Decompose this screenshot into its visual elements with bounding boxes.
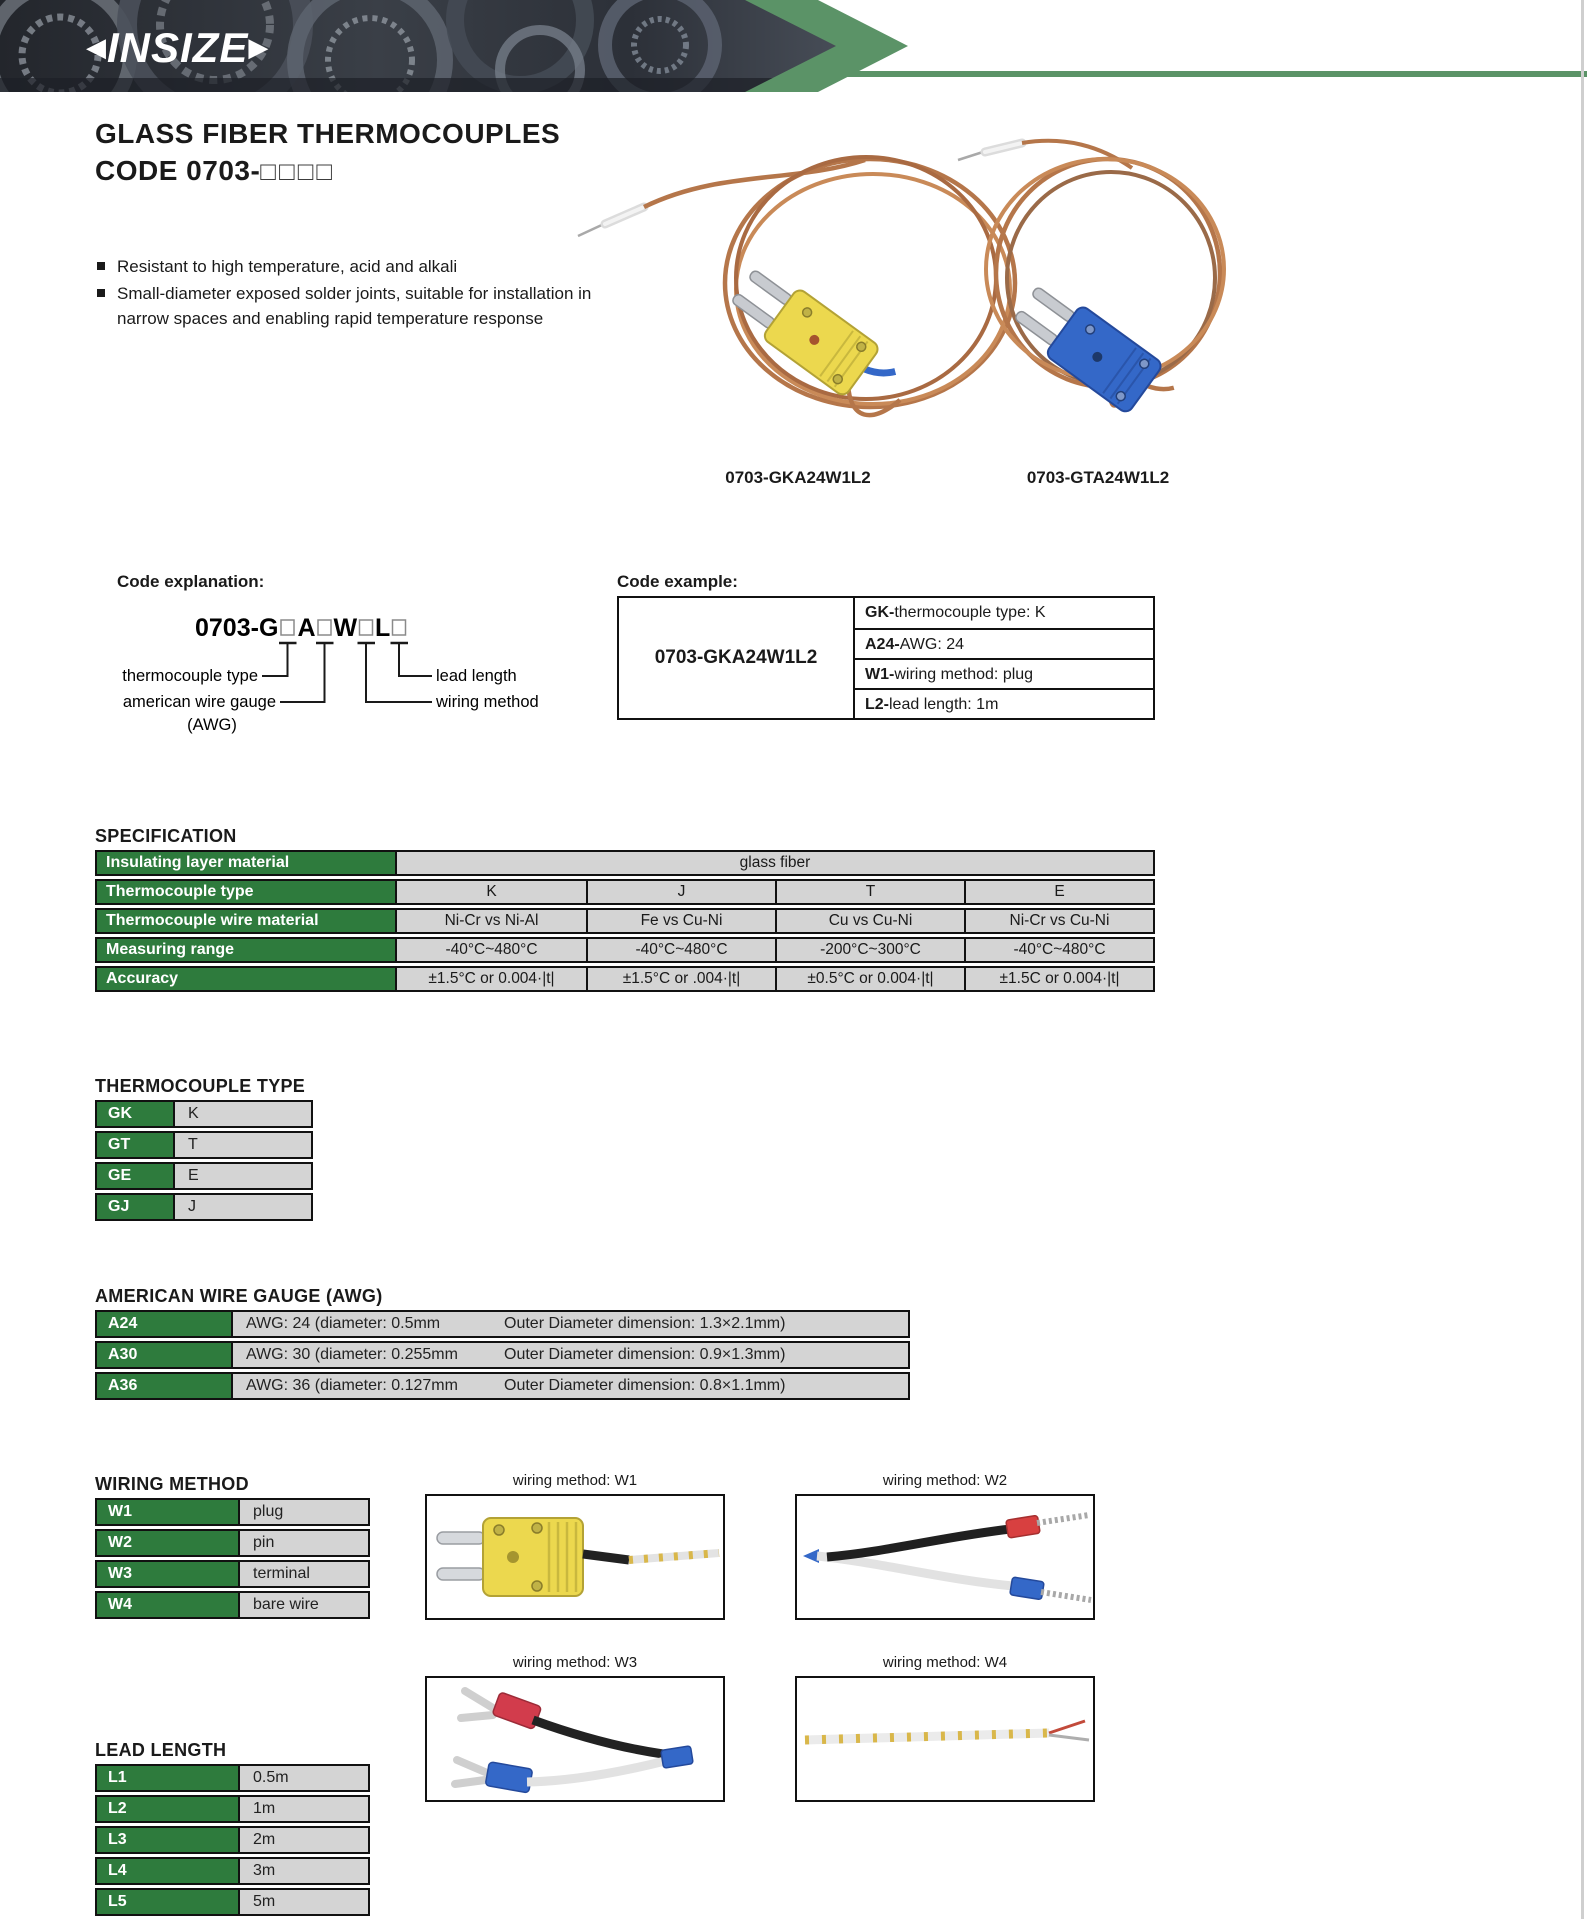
code-cell: W1 <box>95 1498 240 1526</box>
table-row <box>95 1795 370 1823</box>
code-cell: GE <box>95 1162 175 1190</box>
cell: -40°C~480°C <box>397 939 586 961</box>
code-example-code: 0703-GKA24W1L2 <box>619 598 855 718</box>
page-title-line2 <box>95 155 335 187</box>
cell: Fe vs Cu-Ni <box>586 910 775 932</box>
code-cell: A30 <box>95 1341 233 1369</box>
logo-text: INSIZE <box>107 24 249 71</box>
cell: ±1.5°C or 0.004·|t| <box>397 968 586 990</box>
code-example-heading: Code example: <box>617 572 738 591</box>
awg-diameter: AWG: 24 (diameter: 0.5mm <box>246 1315 441 1332</box>
page-edge <box>1581 0 1584 1919</box>
awg-diameter: AWG: 30 (diameter: 0.255mm <box>246 1346 458 1363</box>
label-awg: american wire gauge <box>122 693 276 711</box>
wiring-caption-w1: wiring method: W1 <box>512 1472 638 1489</box>
code-box-icon <box>393 620 406 635</box>
value-cell: E <box>175 1162 313 1190</box>
code-cell: W3 <box>95 1560 240 1588</box>
table-row <box>95 1857 370 1885</box>
wiring-image-w4 <box>795 1676 1095 1802</box>
wiring-method-table <box>95 1498 370 1622</box>
value-cell: K <box>175 1100 313 1128</box>
awg-heading: AMERICAN WIRE GAUGE (AWG) <box>95 1286 383 1306</box>
table-row <box>95 1100 313 1128</box>
code-cell: L5 <box>95 1888 240 1916</box>
code-placeholder-boxes: □□□□ <box>260 156 336 186</box>
awg-diameter: AWG: 36 (diameter: 0.127mm <box>246 1377 458 1394</box>
pin-photo <box>797 1496 1093 1618</box>
table-row <box>95 1341 910 1369</box>
value-cell: 3m <box>240 1857 370 1885</box>
cell: K <box>397 881 586 903</box>
code-box-icon <box>360 620 373 635</box>
page-title-line1: GLASS FIBER THERMOCOUPLES <box>95 118 561 149</box>
cell: -200°C~300°C <box>775 939 964 961</box>
table-row <box>95 1131 313 1159</box>
table-row <box>95 937 1155 963</box>
product-photos <box>560 128 1300 468</box>
cell: T <box>775 881 964 903</box>
code-seg-1: 0703-G <box>195 614 279 642</box>
value-cell: T <box>175 1131 313 1159</box>
value-cell: pin <box>240 1529 370 1557</box>
label-awg-abbr: (AWG) <box>187 716 237 734</box>
awg-outer-diameter: Outer Diameter dimension: 0.8×1.1mm) <box>504 1377 786 1394</box>
thermocouple-type-table <box>95 1100 313 1224</box>
cell: -40°C~480°C <box>586 939 775 961</box>
value-cell <box>233 1341 910 1369</box>
code-cell: GJ <box>95 1193 175 1221</box>
table-row <box>95 1529 370 1557</box>
code-seg-4: L <box>375 614 391 642</box>
code-cell: W4 <box>95 1591 240 1619</box>
specification-table <box>95 850 1155 995</box>
banner-rule <box>845 71 1587 77</box>
code-seg-2: A <box>297 614 316 642</box>
code-box-icon <box>281 620 294 635</box>
code-cell: L1 <box>95 1764 240 1792</box>
code-cell: A24 <box>95 1310 233 1338</box>
code-desc: wiring method: plug <box>894 666 1034 683</box>
cell: ±0.5°C or 0.004·|t| <box>775 968 964 990</box>
cell: Cu vs Cu-Ni <box>775 910 964 932</box>
code-example-row <box>855 688 1153 718</box>
feature-list <box>95 254 615 333</box>
table-row <box>95 1310 910 1338</box>
feature-text: Small-diameter exposed solder joints, suitable for installation in narrow spaces and enabling rapid temperature response <box>117 284 592 328</box>
value-cell: plug <box>240 1498 370 1526</box>
code-desc: AWG: 24 <box>899 636 964 653</box>
code-example-table <box>617 596 1155 720</box>
cell: ±1.5°C or .004·|t| <box>586 968 775 990</box>
product-photo-gka <box>578 157 1015 415</box>
wiring-image-w1 <box>425 1494 725 1620</box>
code-part: GK- <box>865 604 895 621</box>
logo-right-arrow-icon: ▶ <box>248 32 270 62</box>
wiring-image-w3 <box>425 1676 725 1802</box>
code-prefix: CODE 0703- <box>95 155 261 186</box>
bare-wire-photo <box>797 1678 1093 1798</box>
value-cell: 5m <box>240 1888 370 1916</box>
code-explanation-diagram <box>100 598 620 748</box>
code-example-rows <box>855 598 1153 718</box>
plug-photo <box>427 1496 723 1618</box>
code-example-row <box>855 658 1153 688</box>
row-label: Thermocouple wire material <box>95 908 397 934</box>
table-row <box>95 850 1155 876</box>
value-cell: J <box>175 1193 313 1221</box>
value-cell: 2m <box>240 1826 370 1854</box>
code-explanation-heading: Code explanation: <box>117 572 265 591</box>
table-row <box>95 966 1155 992</box>
cell: Ni-Cr vs Cu-Ni <box>964 910 1153 932</box>
table-row <box>95 1560 370 1588</box>
wiring-image-w2 <box>795 1494 1095 1620</box>
code-cell: GK <box>95 1100 175 1128</box>
wiring-caption-w3: wiring method: W3 <box>512 1654 638 1671</box>
specification-heading: SPECIFICATION <box>95 826 237 846</box>
code-cell: L4 <box>95 1857 240 1885</box>
logo-left-arrow-icon: ◀ <box>86 32 107 62</box>
code-cell: W2 <box>95 1529 240 1557</box>
cell: ±1.5C or 0.004·|t| <box>964 968 1153 990</box>
code-example-row <box>855 598 1153 628</box>
code-cell: L3 <box>95 1826 240 1854</box>
value-cell <box>233 1310 910 1338</box>
feature-item <box>95 281 615 331</box>
table-row <box>95 1498 370 1526</box>
product-photo-gta <box>958 141 1224 428</box>
bullet-square-icon <box>97 262 105 270</box>
cell: Ni-Cr vs Ni-Al <box>397 910 586 932</box>
lead-length-table <box>95 1764 370 1919</box>
row-label: Insulating layer material <box>95 850 397 876</box>
wiring-method-heading: WIRING METHOD <box>95 1474 249 1494</box>
label-wiring-method: wiring method <box>436 693 539 711</box>
code-cell: A36 <box>95 1372 233 1400</box>
insize-logo <box>86 24 269 72</box>
lead-length-heading: LEAD LENGTH <box>95 1740 227 1760</box>
table-row <box>95 1826 370 1854</box>
code-box-icon <box>318 620 331 635</box>
value-cell <box>233 1372 910 1400</box>
row-label: Accuracy <box>95 966 397 992</box>
code-cell: L2 <box>95 1795 240 1823</box>
value-cell: 1m <box>240 1795 370 1823</box>
product-label-gka: 0703-GKA24W1L2 <box>725 468 871 487</box>
feature-text: Resistant to high temperature, acid and alkali <box>117 257 458 276</box>
row-label: Measuring range <box>95 937 397 963</box>
table-row <box>95 908 1155 934</box>
value-cell: terminal <box>240 1560 370 1588</box>
code-seg-3: W <box>333 614 358 642</box>
bullet-square-icon <box>97 289 105 297</box>
code-example-row <box>855 628 1153 658</box>
label-lead-length: lead length <box>436 667 517 685</box>
table-row <box>95 1764 370 1792</box>
awg-outer-diameter: Outer Diameter dimension: 0.9×1.3mm) <box>504 1346 786 1363</box>
header-banner <box>0 0 1587 92</box>
feature-item <box>95 254 615 279</box>
code-desc: thermocouple type: K <box>894 604 1046 621</box>
table-row <box>95 1162 313 1190</box>
label-thermocouple-type: thermocouple type <box>122 667 258 685</box>
table-row <box>95 1193 313 1221</box>
table-row <box>95 1591 370 1619</box>
code-cell: GT <box>95 1131 175 1159</box>
table-row <box>95 879 1155 905</box>
cell: E <box>964 881 1153 903</box>
awg-outer-diameter: Outer Diameter dimension: 1.3×2.1mm) <box>504 1315 786 1332</box>
code-part: L2- <box>865 696 889 713</box>
table-row <box>95 1372 910 1400</box>
cell: glass fiber <box>397 852 1153 874</box>
thermocouple-type-heading: THERMOCOUPLE TYPE <box>95 1076 306 1096</box>
row-label: Thermocouple type <box>95 879 397 905</box>
code-part: W1- <box>865 666 895 683</box>
value-cell: 0.5m <box>240 1764 370 1792</box>
value-cell: bare wire <box>240 1591 370 1619</box>
cell: J <box>586 881 775 903</box>
cell: -40°C~480°C <box>964 939 1153 961</box>
table-row <box>95 1888 370 1916</box>
code-desc: lead length: 1m <box>889 696 999 713</box>
wiring-caption-w2: wiring method: W2 <box>882 1472 1008 1489</box>
terminal-photo <box>427 1678 723 1798</box>
code-part: A24- <box>865 636 900 653</box>
wiring-caption-w4: wiring method: W4 <box>882 1654 1008 1671</box>
product-label-gta: 0703-GTA24W1L2 <box>1026 468 1170 487</box>
awg-table <box>95 1310 910 1403</box>
